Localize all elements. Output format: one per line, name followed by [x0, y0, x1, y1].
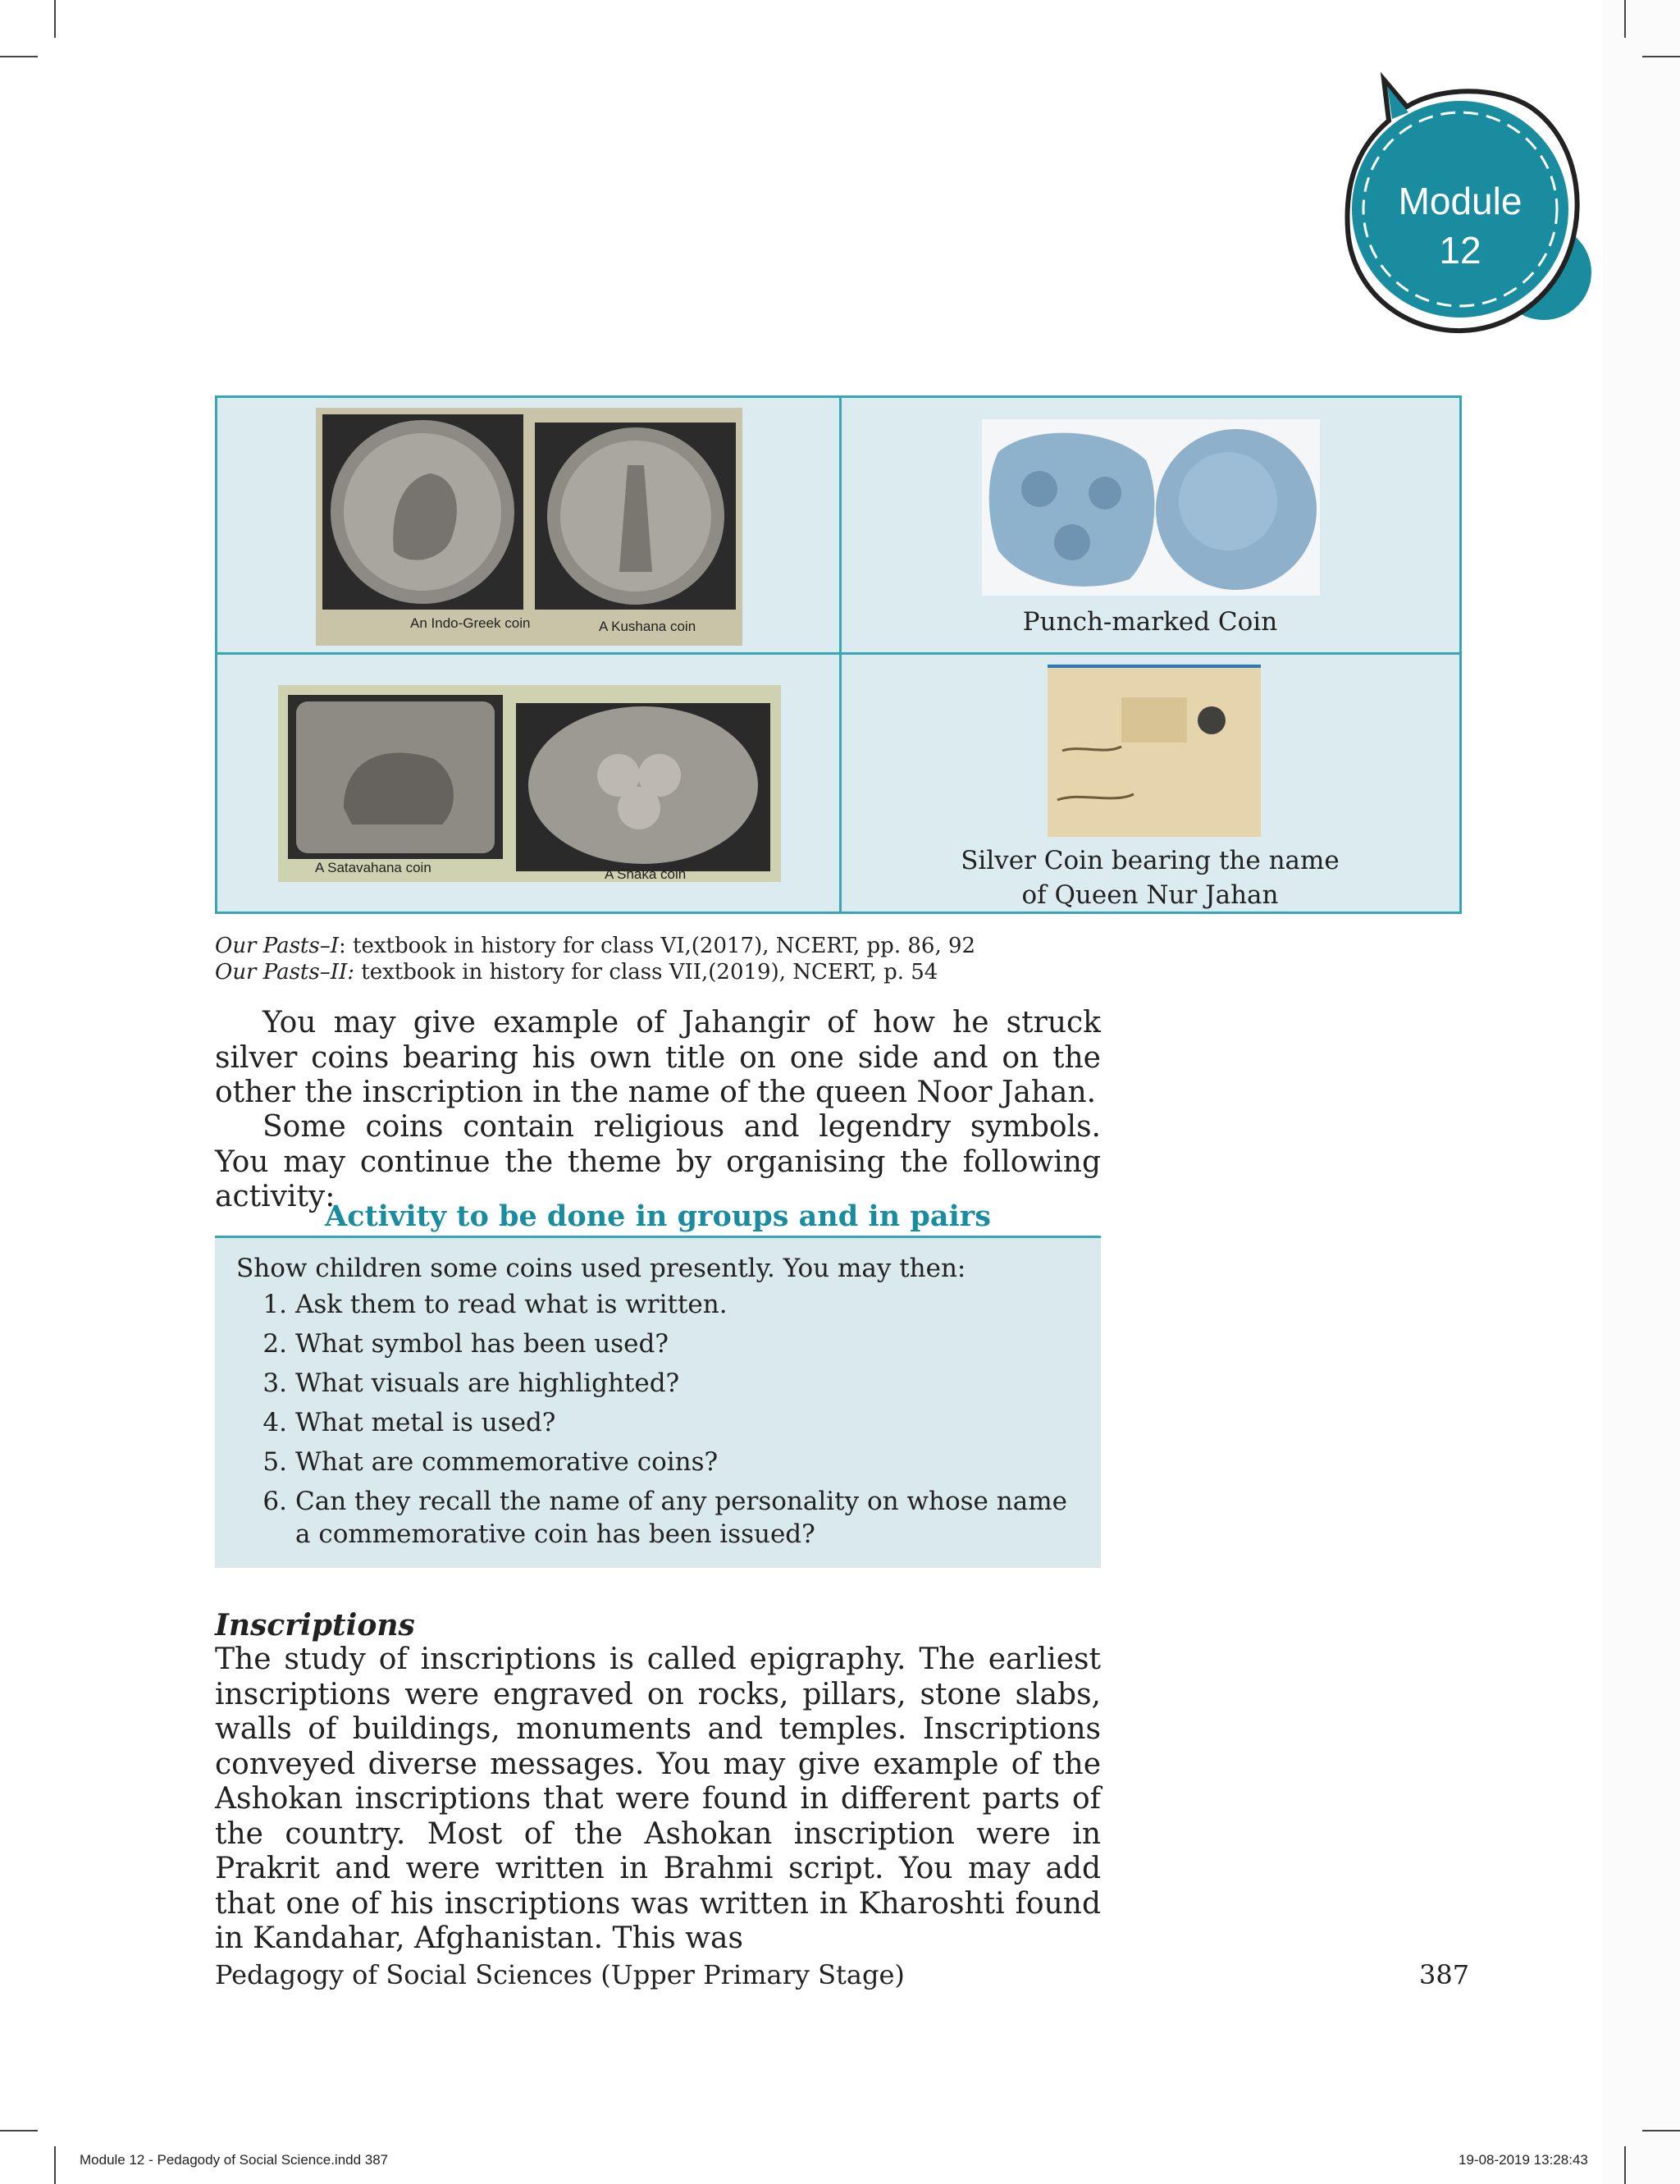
activity-item — [236, 1327, 1089, 1360]
punch-marked-coin-photo — [982, 419, 1320, 596]
module-number: 12 — [1439, 229, 1481, 272]
indo-greek-kushana-photo — [316, 408, 742, 646]
crop-mark-top-left-v — [54, 0, 56, 38]
satavahana-shaka-photo — [278, 685, 781, 882]
activity-title: Activity to be done in groups and in pairs — [325, 1199, 991, 1233]
module-label — [1354, 176, 1567, 275]
activity-item — [236, 1406, 1089, 1439]
source-line-1 — [215, 934, 975, 958]
activity-item — [236, 1446, 1089, 1478]
source-1-title: Our Pasts–I — [215, 934, 339, 958]
symbols-paragraph: Some coins contain religious and legendry symbols. You may continue the theme by organising the following activity: — [215, 1110, 1101, 1213]
page-bleed-area — [1602, 0, 1680, 2184]
activity-item-text: Ask them to read what is written. — [295, 1290, 728, 1319]
nur-jahan-caption — [839, 843, 1461, 912]
crop-mark-top-right-v — [1624, 0, 1626, 38]
shaka-label: A Shaka coin — [605, 866, 687, 882]
crop-mark-bottom-left-h — [0, 2130, 38, 2131]
kushana-label: A Kushana coin — [599, 619, 696, 634]
activity-item — [236, 1485, 1089, 1551]
nur-jahan-coin-photo — [1048, 665, 1261, 837]
crop-mark-bottom-left-v — [54, 2146, 56, 2184]
print-slug-timestamp: 19-08-2019 13:28:43 — [1459, 2152, 1588, 2168]
activity-item-number: 1. — [262, 1290, 287, 1319]
activity-item-text: What visuals are highlighted? — [295, 1368, 680, 1398]
crop-mark-top-right-h — [1642, 56, 1680, 57]
source-1-rest: : textbook in history for class VI,(2017), NCERT, pp. 86, 92 — [339, 934, 976, 958]
indo-greek-label: An Indo-Greek coin — [410, 615, 531, 631]
print-slug-filename: Module 12 - Pedagody of Social Science.indd 387 — [80, 2152, 389, 2168]
activity-item — [236, 1367, 1089, 1400]
inscriptions-paragraph: The study of inscriptions is called epigraphy. The earliest inscriptions were engraved on rocks, pillars, stone slabs, walls of buildings, monuments and temples. Inscriptions conveyed diverse messages. You may give example of the Ashokan inscriptions that were found in different parts of the country. Most of the Ashokan inscription were in Prakrit and were written in Brahmi script. You may add that one of his inscriptions was written in Kharoshti found in Kandahar, Afghanistan. This was — [215, 1643, 1101, 1955]
jahangir-paragraph: You may give example of Jahangir of how he struck silver coins bearing his own title on one side and on the other the inscription in the name of the queen Noor Jahan. — [215, 1006, 1101, 1109]
source-line-2 — [215, 960, 938, 985]
activity-item-text: What are commemorative coins? — [295, 1447, 719, 1477]
footer-book-title: Pedagogy of Social Sciences (Upper Primary Stage) — [215, 1959, 905, 1990]
nur-jahan-caption-line2: of Queen Nur Jahan — [1021, 880, 1279, 910]
activity-item — [236, 1288, 1089, 1321]
punch-marked-caption: Punch-marked Coin — [1022, 607, 1278, 637]
activity-item-text: What metal is used? — [295, 1408, 556, 1437]
activity-item-number: 6. — [262, 1487, 287, 1516]
satavahana-label: A Satavahana coin — [315, 860, 431, 875]
source-2-title: Our Pasts–II: — [215, 960, 355, 985]
crop-mark-top-left-h — [0, 56, 38, 57]
crop-mark-bottom-right-h — [1642, 2130, 1680, 2131]
source-2-rest: textbook in history for class VII,(2019), NCERT, p. 54 — [354, 960, 938, 985]
module-word: Module — [1398, 180, 1522, 222]
punch-marked-coin-obverse — [989, 433, 1155, 587]
activity-item-number: 4. — [262, 1408, 287, 1437]
coin-table — [215, 395, 1462, 914]
activity-intro: Show children some coins used presently. You may then: — [236, 1254, 966, 1283]
inscriptions-heading: Inscriptions — [215, 1608, 415, 1643]
activity-item-text: What symbol has been used? — [295, 1329, 669, 1359]
table-divider-vertical — [839, 398, 842, 912]
nur-jahan-caption-line1: Silver Coin bearing the name — [961, 846, 1340, 875]
nur-jahan-seal-icon — [1198, 706, 1226, 734]
activity-item-number: 3. — [262, 1368, 287, 1398]
crop-mark-bottom-right-v — [1624, 2146, 1626, 2184]
activity-item-number: 2. — [262, 1329, 287, 1359]
activity-item-number: 5. — [262, 1447, 287, 1477]
activity-item-text: Can they recall the name of any personality on whose name a commemorative coin has been issued? — [295, 1487, 1067, 1549]
activity-list — [236, 1288, 1089, 1557]
table-divider-horizontal — [217, 652, 1459, 655]
page-number: 387 — [1419, 1959, 1470, 1990]
